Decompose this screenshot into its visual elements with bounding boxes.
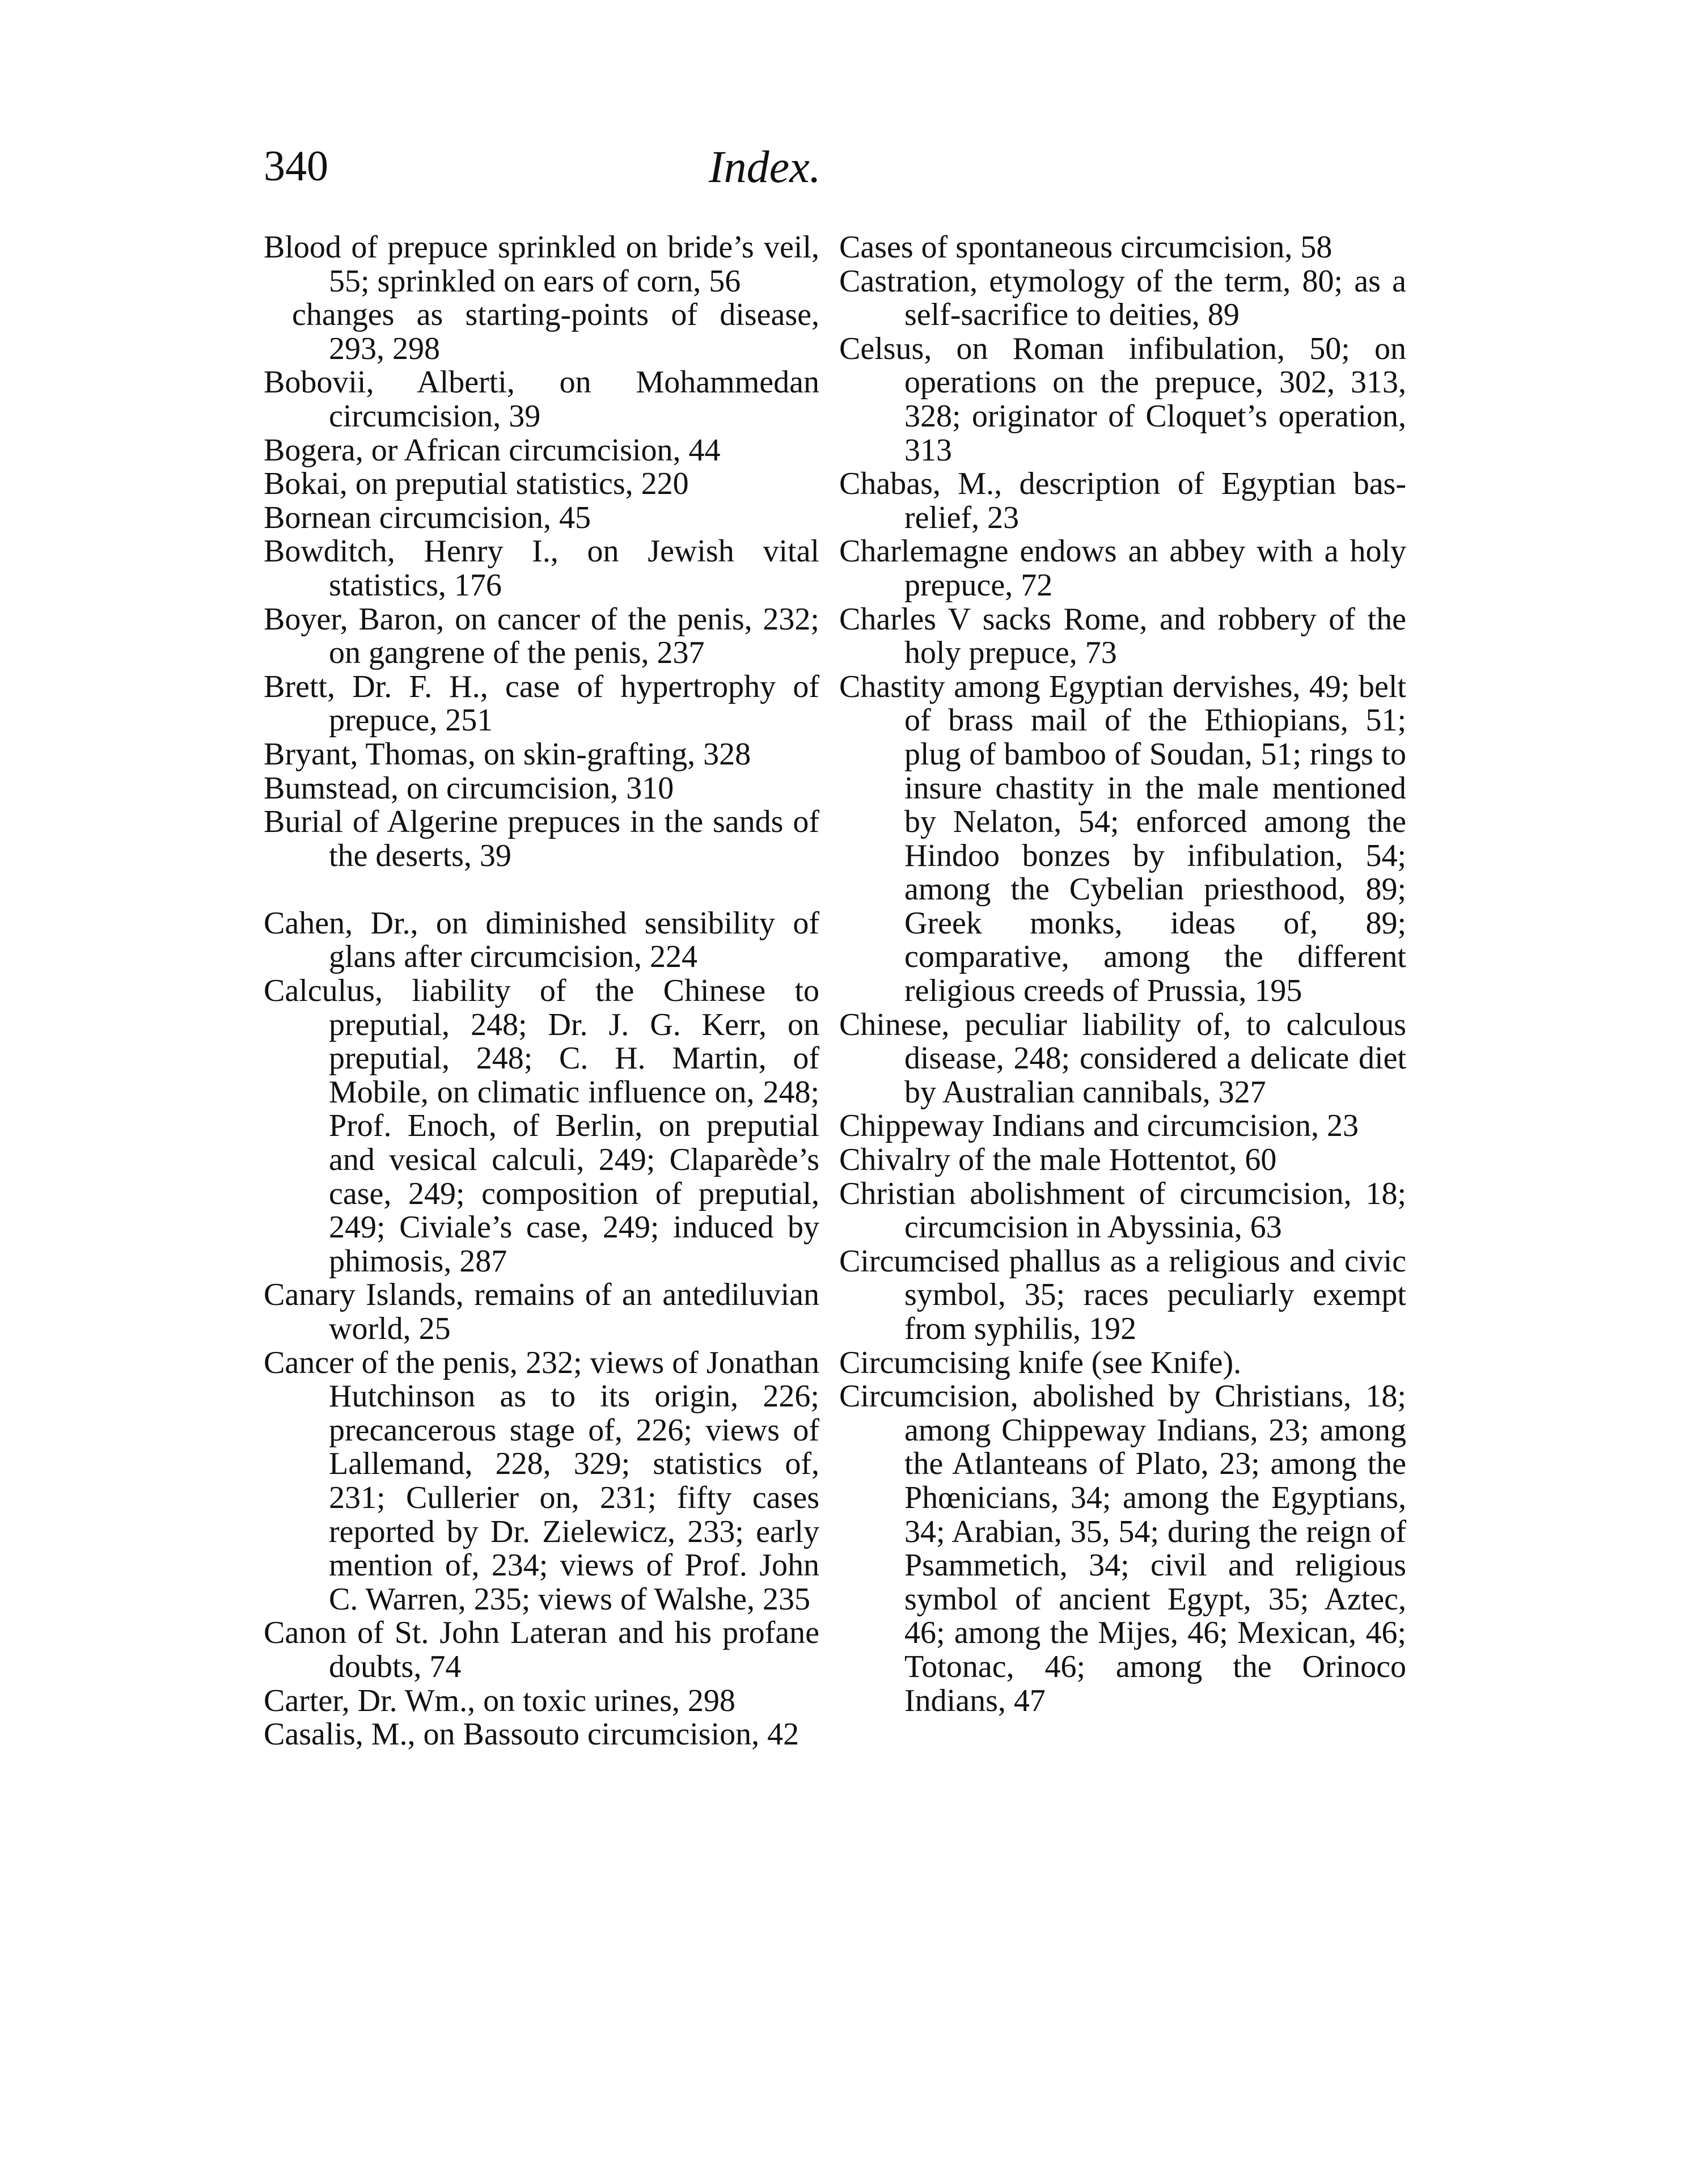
index-entry: Circumcising knife (see Knife). xyxy=(839,1345,1242,1380)
page-number: 340 xyxy=(264,142,328,190)
index-entry: Christian abolishment of circumcision, 18; circumcision in Abyssinia, 63 xyxy=(839,1176,1406,1245)
index-entry: Bokai, on preputial statistics, 220 xyxy=(264,466,689,502)
index-entry: Calculus, liability of the Chinese to preputial, 248; Dr. J. G. Kerr, on preputial, 248; C. H. Martin, of Mobile, on climatic influence on, 248; Prof. Enoch, of Berlin, on preputial and vesical calculi, 249; Claparède’s case, 249; composition of preputial, 249; Civiale’s case, 249; induced by phimosis, 287 xyxy=(264,973,819,1279)
section-gap xyxy=(264,873,819,907)
index-column-left xyxy=(264,231,819,1752)
index-entry: Castration, etymology of the term, 80; as a self-sacrifice to deities, 89 xyxy=(839,263,1406,333)
index-entry: Bowditch, Henry I., on Jewish vital statistics, 176 xyxy=(264,534,819,603)
index-entry: Casalis, M., on Bassouto circumcision, 42 xyxy=(264,1717,800,1752)
index-entry: Circumcised phallus as a religious and civic symbol, 35; races peculiarly exempt from syphilis, 192 xyxy=(839,1243,1406,1346)
index-entry: Cases of spontaneous circumcision, 58 xyxy=(839,230,1333,265)
index-entry: Cahen, Dr., on diminished sensibility of glans after circumcision, 224 xyxy=(264,905,819,975)
index-subentry: changes as starting-points of disease, 293, 298 xyxy=(292,297,819,366)
running-head-title: Index. xyxy=(709,142,821,192)
index-entry: Chastity among Egyptian dervishes, 49; belt of brass mail of the Ethiopians, 51; plug of bamboo of Soudan, 51; rings to insure chastity in the male mentioned by Nelaton, 54; enforced among the Hindoo bonzes by infibulation, 54; among the Cybelian priesthood, 89; Greek monks, ideas of, 89; comparative, among the different religious creeds of Prussia, 195 xyxy=(839,669,1406,1009)
index-entry: Canary Islands, remains of an antediluvian world, 25 xyxy=(264,1277,819,1346)
index-entry: Chippeway Indians and circumcision, 23 xyxy=(839,1108,1359,1144)
index-entry: Cancer of the penis, 232; views of Jonathan Hutchinson as to its origin, 226; precancerous stage of, 226; views of Lallemand, 228, 329; statistics of, 231; Cullerier on, 231; fifty cases reported by Dr. Zielewicz, 233; early mention of, 234; views of Prof. John C. Warren, 235; views of Walshe, 235 xyxy=(264,1345,819,1617)
index-entry: Burial of Algerine prepuces in the sands of the deserts, 39 xyxy=(264,804,819,873)
index-entry: Brett, Dr. F. H., case of hypertrophy of prepuce, 251 xyxy=(264,669,819,738)
index-entry: Blood of prepuce sprinkled on bride’s veil, 55; sprinkled on ears of corn, 56 xyxy=(264,230,819,299)
index-entry: Celsus, on Roman infibulation, 50; on operations on the prepuce, 302, 313, 328; originator of Cloquet’s operation, 313 xyxy=(839,331,1406,468)
index-entry: Bryant, Thomas, on skin-grafting, 328 xyxy=(264,736,751,772)
index-entry: Chivalry of the male Hottentot, 60 xyxy=(839,1142,1277,1178)
index-entry: Carter, Dr. Wm., on toxic urines, 298 xyxy=(264,1683,735,1718)
index-entry: Bumstead, on circumcision, 310 xyxy=(264,770,674,806)
index-entry: Chabas, M., description of Egyptian bas-relief, 23 xyxy=(839,466,1406,535)
index-entry: Canon of St. John Lateran and his profane doubts, 74 xyxy=(264,1615,819,1684)
index-entry: Bornean circumcision, 45 xyxy=(264,500,591,535)
index-entry: Circumcision, abolished by Christians, 18; among Chippeway Indians, 23; among the Atlanteans of Plato, 23; among the Phœnicians, 34; among the Egyptians, 34; Arabian, 35, 54; during the reign of Psammetich, 34; civil and religious symbol of ancient Egypt, 35; Aztec, 46; among the Mijes, 46; Mexican, 46; Totonac, 46; among the Orinoco Indians, 47 xyxy=(839,1379,1406,1718)
index-entry: Charles V sacks Rome, and robbery of the holy prepuce, 73 xyxy=(839,601,1406,671)
index-entry: Boyer, Baron, on cancer of the penis, 232; on gangrene of the penis, 237 xyxy=(264,601,819,671)
index-entry: Chinese, peculiar liability of, to calculous disease, 248; considered a delicate diet by Australian cannibals, 327 xyxy=(839,1007,1406,1110)
index-column-right xyxy=(839,231,1406,1718)
index-entry: Charlemagne endows an abbey with a holy prepuce, 72 xyxy=(839,534,1406,603)
index-entry: Bogera, or African circumcision, 44 xyxy=(264,432,721,468)
index-entry: Bobovii, Alberti, on Mohammedan circumcision, 39 xyxy=(264,365,819,434)
